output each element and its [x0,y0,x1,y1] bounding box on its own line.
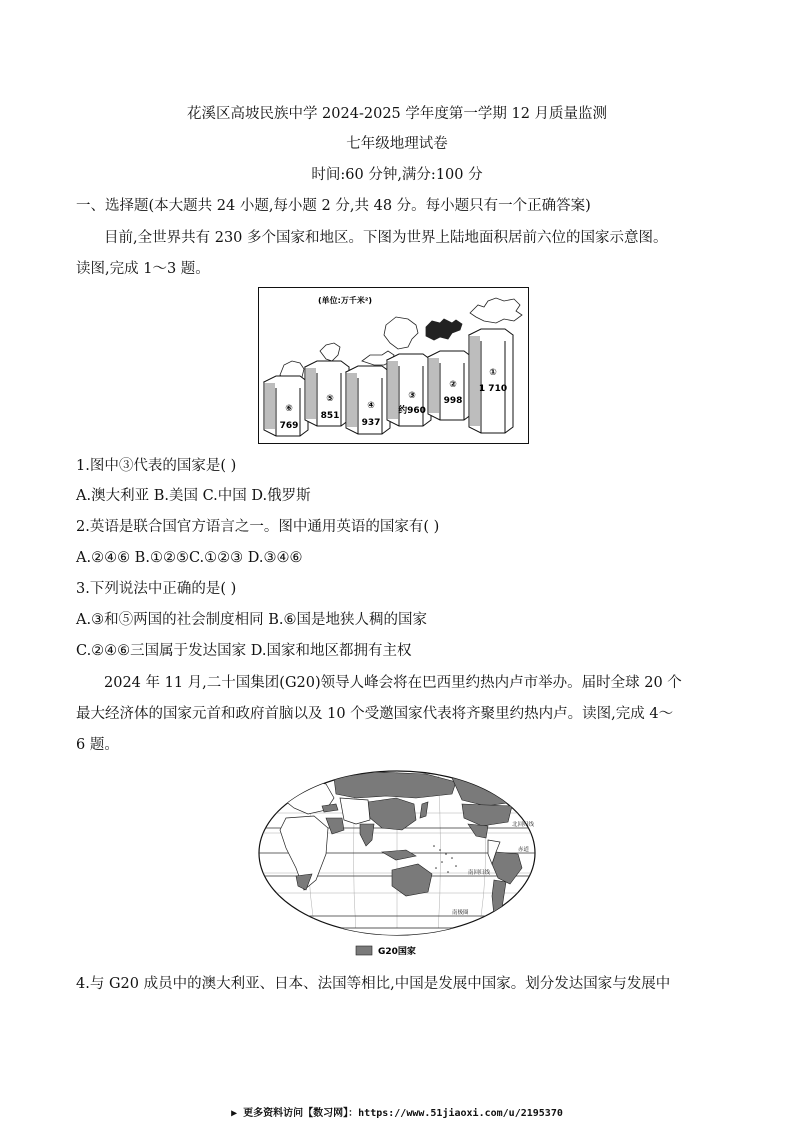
bar-6-label: ⑥ [285,404,293,414]
question-4-stem: 4.与 G20 成员中的澳大利亚、日本、法国等相比,中国是发展中国家。划分发达国家与发展中 [76,976,671,992]
question-3-stem: 3.下列说法中正确的是( ) [76,581,237,597]
intro-line-1: 目前,全世界共有 230 多个国家和地区。下图为世界上陆地面积居前六位的国家示意图。 [104,230,668,246]
bar-1-value: 1 710 [478,384,508,394]
bar-2-label: ② [449,380,457,390]
label-equator: 赤道 [518,847,530,853]
bar-4-value: 937 [361,418,381,428]
bar-4-label: ④ [367,401,375,411]
passage-2-line-3: 6 题。 [76,737,119,753]
label-antarctic-circle: 南极圈 [452,910,469,916]
bar-6-value: 769 [279,421,299,431]
passage-2-line-2: 最大经济体的国家元首和政府首脑以及 10 个受邀国家代表将齐聚里约热内卢。读图,完成 4～ [76,706,674,722]
g20-world-map [256,768,538,964]
figure-unit-label: (单位:万千米²) [318,296,373,305]
question-1-stem: 1.图中③代表的国家是( ) [76,458,237,474]
asia-landmass [340,798,370,824]
bar-1-label: ① [489,368,497,378]
bar-3-label: ③ [408,391,416,401]
question-2-stem: 2.英语是联合国官方语言之一。图中通用英语的国家有( ) [76,519,440,535]
bar-5-value: 851 [320,411,340,421]
bar-1 [469,329,513,433]
bar-3-value: 约960 [398,406,426,416]
label-tropic-of-capricorn: 南回归线 [468,870,491,876]
label-tropic-of-cancer: 北回归线 [512,822,535,828]
section-heading: 一、选择题(本大题共 24 小题,每小题 2 分,共 48 分。每小题只有一个正确答案) [76,198,591,214]
legend-swatch [356,946,372,955]
question-3-options-line-1: A.③和⑤两国的社会制度相同 B.⑥国是地狭人稠的国家 [76,612,427,628]
exam-time-info: 时间:60 分钟,满分:100 分 [311,167,483,183]
antarctica-landmass [266,928,528,938]
footer-link[interactable]: ▶ 更多资料访问【数习网】：https://www.51jiaoxi.com/u/2195370 [231,1108,563,1119]
exam-title: 花溪区高坡民族中学 2024-2025 学年度第一学期 12 月质量监测 [186,106,608,122]
question-3-options-line-2: C.②④⑥三国属于发达国家 D.国家和地区都拥有主权 [76,643,412,659]
question-1-options: A.澳大利亚 B.美国 C.中国 D.俄罗斯 [76,488,311,504]
legend-label: G20国家 [378,947,416,957]
bar-2-value: 998 [443,396,463,406]
intro-line-2: 读图,完成 1～3 题。 [76,261,210,277]
exam-subtitle: 七年级地理试卷 [346,136,448,152]
land-area-figure [258,287,529,444]
question-2-options: A.②④⑥ B.①②⑤C.①②③ D.③④⑥ [76,550,303,566]
bar-5-label: ⑤ [326,394,334,404]
passage-2-line-1: 2024 年 11 月,二十国集团(G20)领导人峰会将在巴西里约热内卢市举办。届时全球 20 个 [104,675,682,691]
